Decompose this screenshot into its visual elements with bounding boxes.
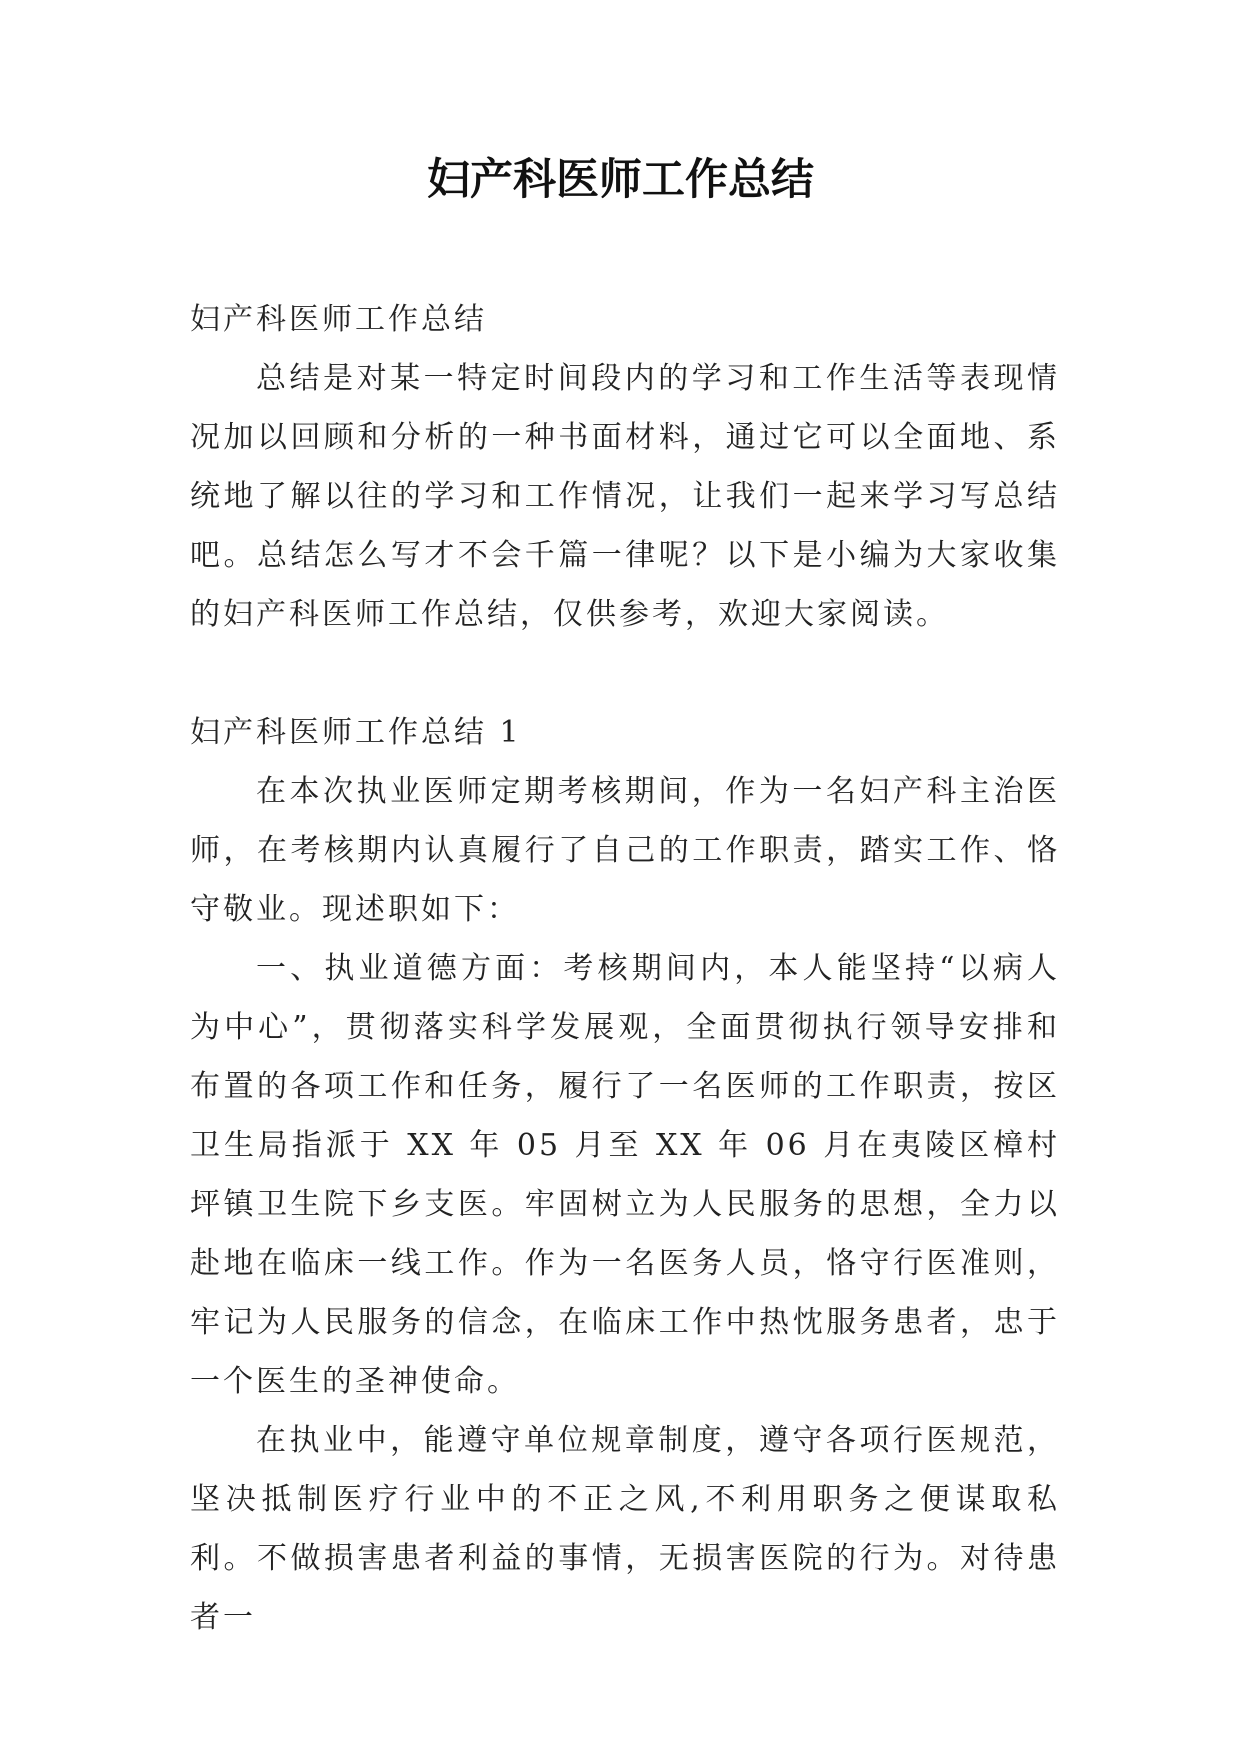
intro-paragraph: 总结是对某一特定时间段内的学习和工作生活等表现情况加以回顾和分析的一种书面材料，通过它可以全面地、系统地了解以往的学习和工作情况，让我们一起来学习写总结吧。总结怎么写才不会千篇一律呢？以下是小编为大家收集的妇产科医师工作总结，仅供参考，欢迎大家阅读。 [190, 361, 1060, 632]
section-1-paragraph-2: 一、执业道德方面：考核期间内，本人能坚持“以病人为中心”，贯彻落实科学发展观，全面贯彻执行领导安排和布置的各项工作和任务，履行了一名医师的工作职责，按区卫生局指派于 XX 年 05 月至 XX 年 06 月在夷陵区樟村坪镇卫生院下乡支医。牢固树立为人民服务的思想，全力以赴地在临床一线工作。作为一名医务人员，恪守行医准则，牢记为人民服务的信念，在临床工作中热忱服务患者，忠于一个医生的圣神使命。 [190, 951, 1060, 1399]
section-1-paragraph-1: 在本次执业医师定期考核期间，作为一名妇产科主治医师，在考核期内认真履行了自己的工作职责，踏实工作、恪守敬业。现述职如下： [190, 774, 1060, 927]
section-1-paragraph-3: 在执业中，能遵守单位规章制度，遵守各项行医规范，坚决抵制医疗行业中的不正之风,不利用职务之便谋取私利。不做损害患者利益的事情，无损害医院的行为。对待患者一 [190, 1423, 1060, 1635]
document-body [190, 290, 1060, 1647]
intro-heading: 妇产科医师工作总结 [190, 302, 487, 337]
section-1-heading: 妇产科医师工作总结 1 [190, 715, 522, 750]
document-title: 妇产科医师工作总结 [427, 155, 814, 205]
